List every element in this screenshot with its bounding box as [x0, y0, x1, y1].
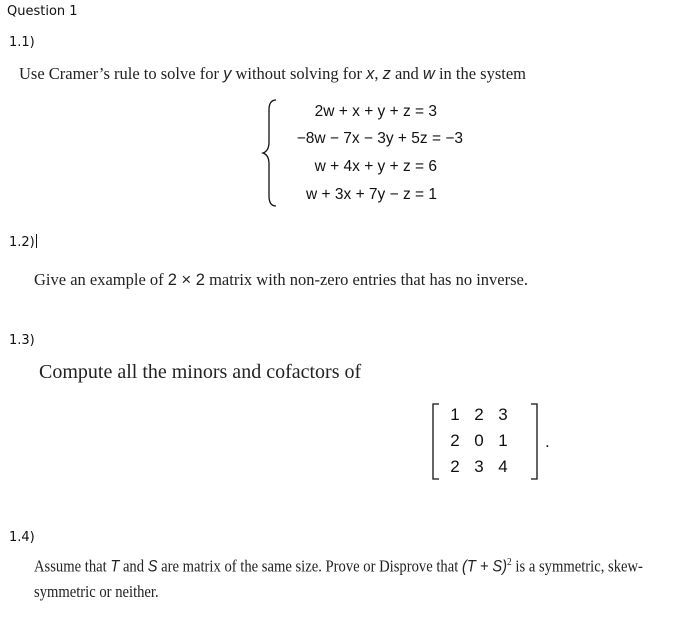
q1-4-line-1: Assume that T and S are matrix of the same size. Prove or Disprove that $(T + S)^2$ is a symmetric, skew- [34, 556, 643, 576]
matrix-row-1: 1 2 3 [450, 405, 508, 424]
q1-3-prompt: Compute all the minors and cofactors of [39, 361, 362, 383]
equation-2: −8w − 7x − 3y + 5z = −3 [296, 130, 463, 147]
q1-1-prompt: Use Cramer’s rule to solve for y without solving for x, z and w in the system [19, 64, 527, 83]
matrix-period: . [545, 432, 550, 451]
q1-2-label[interactable]: 1.2) [9, 235, 35, 250]
question-title: Question 1 [7, 4, 78, 19]
text-cursor [36, 234, 37, 248]
equation-1: 2w + x + y + z = 3 [314, 103, 437, 120]
matrix-row-3: 2 3 4 [450, 457, 508, 476]
q1-4-line-2: symmetric or neither. [34, 582, 159, 601]
matrix-row-2: 2 0 1 [450, 431, 508, 450]
equation-3: w + 4x + y + z = 6 [314, 158, 437, 175]
q1-2-prompt: Give an example of 2 × 2 matrix with non-zero entries that has no inverse. [34, 270, 528, 289]
q1-3-label: 1.3) [9, 333, 35, 348]
q1-4-label: 1.4) [9, 530, 35, 545]
equation-4: w + 3x + 7y − z = 1 [306, 186, 437, 203]
q1-1-label: 1.1) [9, 35, 35, 50]
